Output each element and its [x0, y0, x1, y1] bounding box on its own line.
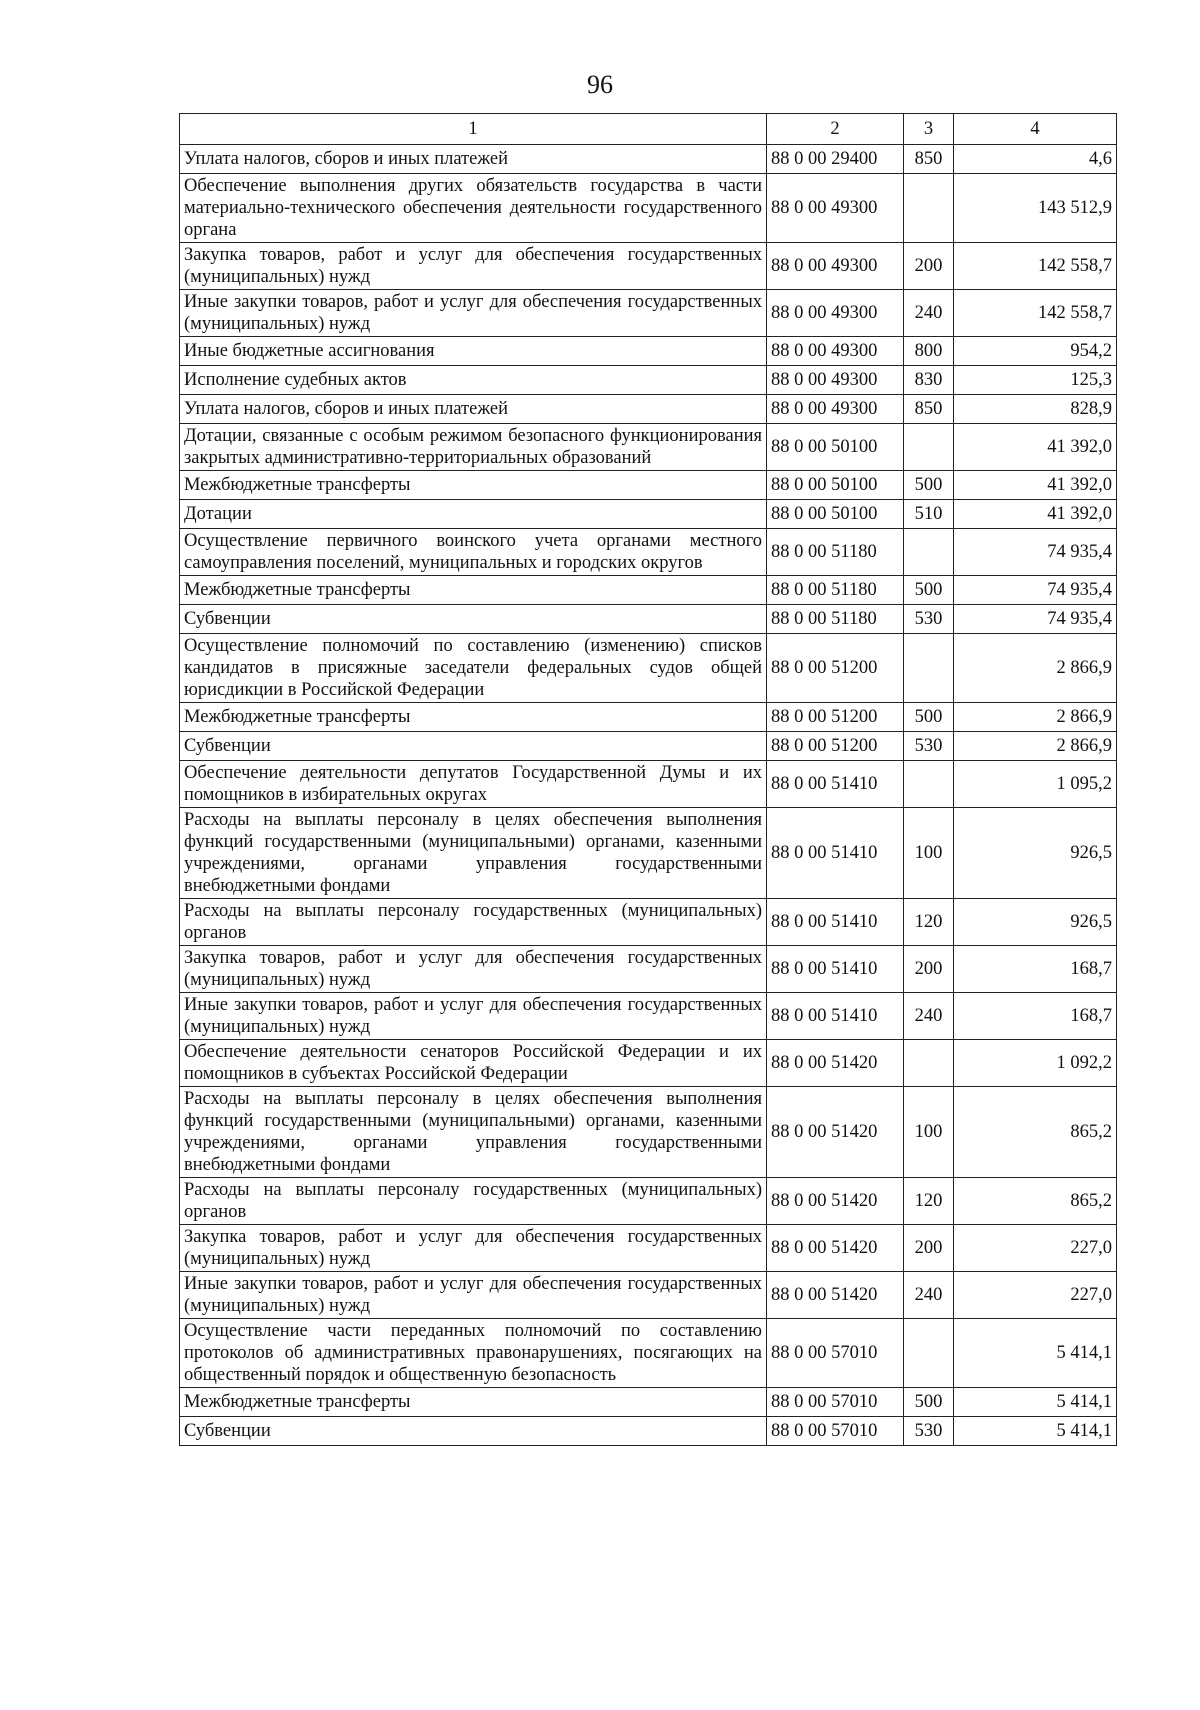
- header-col-3: 3: [904, 114, 954, 145]
- row-amount: 1 092,2: [954, 1040, 1117, 1087]
- header-col-4: 4: [954, 114, 1117, 145]
- table-row: [180, 1178, 1117, 1225]
- row-expense-type: [904, 424, 954, 471]
- row-amount: 5 414,1: [954, 1417, 1117, 1446]
- row-code: 88 0 00 29400: [767, 145, 904, 174]
- row-expense-type: 850: [904, 145, 954, 174]
- row-name: Межбюджетные трансферты: [180, 1388, 767, 1417]
- table-row: [180, 290, 1117, 337]
- row-code: 88 0 00 51180: [767, 576, 904, 605]
- row-name: Расходы на выплаты персоналу в целях обеспечения выполнения функций государственными (муниципальными) органами, казенными учреждениями, органами управления государственными внебюджетными фондами: [180, 808, 767, 899]
- row-expense-type: [904, 174, 954, 243]
- table-row: [180, 703, 1117, 732]
- row-expense-type: 510: [904, 500, 954, 529]
- row-amount: 143 512,9: [954, 174, 1117, 243]
- row-code: 88 0 00 50100: [767, 471, 904, 500]
- row-expense-type: 120: [904, 899, 954, 946]
- row-code: 88 0 00 49300: [767, 290, 904, 337]
- row-expense-type: 530: [904, 605, 954, 634]
- table-row: [180, 808, 1117, 899]
- table-row: [180, 1319, 1117, 1388]
- row-name: Иные закупки товаров, работ и услуг для обеспечения государственных (муниципальных) нужд: [180, 1272, 767, 1319]
- row-code: 88 0 00 57010: [767, 1388, 904, 1417]
- row-name: Закупка товаров, работ и услуг для обеспечения государственных (муниципальных) нужд: [180, 946, 767, 993]
- row-code: 88 0 00 57010: [767, 1417, 904, 1446]
- row-code: 88 0 00 49300: [767, 395, 904, 424]
- row-code: 88 0 00 49300: [767, 243, 904, 290]
- row-code: 88 0 00 51410: [767, 808, 904, 899]
- row-amount: 4,6: [954, 145, 1117, 174]
- row-name: Субвенции: [180, 732, 767, 761]
- row-amount: 74 935,4: [954, 576, 1117, 605]
- row-expense-type: 500: [904, 471, 954, 500]
- row-code: 88 0 00 51420: [767, 1272, 904, 1319]
- row-expense-type: [904, 1319, 954, 1388]
- table-row: [180, 732, 1117, 761]
- row-expense-type: 850: [904, 395, 954, 424]
- row-code: 88 0 00 51200: [767, 703, 904, 732]
- row-amount: 41 392,0: [954, 424, 1117, 471]
- table-row: [180, 634, 1117, 703]
- row-amount: 168,7: [954, 993, 1117, 1040]
- row-code: 88 0 00 57010: [767, 1319, 904, 1388]
- row-amount: 828,9: [954, 395, 1117, 424]
- row-name: Осуществление первичного воинского учета органами местного самоуправления поселений, муниципальных и городских округов: [180, 529, 767, 576]
- row-expense-type: 100: [904, 808, 954, 899]
- row-name: Межбюджетные трансферты: [180, 471, 767, 500]
- table-row: [180, 424, 1117, 471]
- row-expense-type: [904, 634, 954, 703]
- row-name: Обеспечение деятельности сенаторов Российской Федерации и их помощников в субъектах Российской Федерации: [180, 1040, 767, 1087]
- row-name: Исполнение судебных актов: [180, 366, 767, 395]
- row-name: Субвенции: [180, 1417, 767, 1446]
- table-row: [180, 145, 1117, 174]
- row-code: 88 0 00 50100: [767, 424, 904, 471]
- row-code: 88 0 00 51410: [767, 993, 904, 1040]
- row-code: 88 0 00 51420: [767, 1040, 904, 1087]
- table-row: [180, 605, 1117, 634]
- row-expense-type: 100: [904, 1087, 954, 1178]
- table-row: [180, 366, 1117, 395]
- table-row: [180, 993, 1117, 1040]
- row-amount: 41 392,0: [954, 471, 1117, 500]
- row-amount: 2 866,9: [954, 634, 1117, 703]
- row-amount: 2 866,9: [954, 703, 1117, 732]
- row-amount: 865,2: [954, 1178, 1117, 1225]
- row-expense-type: 500: [904, 576, 954, 605]
- row-name: Уплата налогов, сборов и иных платежей: [180, 145, 767, 174]
- row-expense-type: 200: [904, 243, 954, 290]
- row-amount: 142 558,7: [954, 243, 1117, 290]
- row-code: 88 0 00 51200: [767, 732, 904, 761]
- row-name: Межбюджетные трансферты: [180, 576, 767, 605]
- table-row: [180, 337, 1117, 366]
- table-row: [180, 174, 1117, 243]
- table-row: [180, 500, 1117, 529]
- row-name: Осуществление полномочий по составлению (изменению) списков кандидатов в присяжные заседатели федеральных судов общей юрисдикции в Российской Федерации: [180, 634, 767, 703]
- row-amount: 926,5: [954, 808, 1117, 899]
- row-name: Субвенции: [180, 605, 767, 634]
- table-row: [180, 946, 1117, 993]
- row-expense-type: 530: [904, 1417, 954, 1446]
- table-row: [180, 1272, 1117, 1319]
- row-amount: 954,2: [954, 337, 1117, 366]
- row-code: 88 0 00 51410: [767, 946, 904, 993]
- row-amount: 168,7: [954, 946, 1117, 993]
- table-row: [180, 899, 1117, 946]
- row-expense-type: 200: [904, 1225, 954, 1272]
- row-code: 88 0 00 49300: [767, 174, 904, 243]
- row-amount: 142 558,7: [954, 290, 1117, 337]
- row-amount: 926,5: [954, 899, 1117, 946]
- row-amount: 227,0: [954, 1272, 1117, 1319]
- row-amount: 2 866,9: [954, 732, 1117, 761]
- row-amount: 865,2: [954, 1087, 1117, 1178]
- table-body: [180, 145, 1117, 1446]
- row-expense-type: 240: [904, 1272, 954, 1319]
- row-code: 88 0 00 49300: [767, 337, 904, 366]
- header-row: [180, 114, 1117, 145]
- row-expense-type: [904, 761, 954, 808]
- page-number: 96: [587, 70, 613, 99]
- row-code: 88 0 00 51420: [767, 1178, 904, 1225]
- row-amount: 41 392,0: [954, 500, 1117, 529]
- row-code: 88 0 00 51410: [767, 899, 904, 946]
- row-expense-type: 120: [904, 1178, 954, 1225]
- row-amount: 5 414,1: [954, 1319, 1117, 1388]
- row-amount: 74 935,4: [954, 529, 1117, 576]
- table-row: [180, 243, 1117, 290]
- table-row: [180, 529, 1117, 576]
- budget-table: [179, 113, 1117, 1446]
- row-amount: 125,3: [954, 366, 1117, 395]
- row-expense-type: 240: [904, 290, 954, 337]
- table-row: [180, 1225, 1117, 1272]
- row-amount: 5 414,1: [954, 1388, 1117, 1417]
- row-name: Иные закупки товаров, работ и услуг для обеспечения государственных (муниципальных) нужд: [180, 993, 767, 1040]
- table-row: [180, 1417, 1117, 1446]
- row-expense-type: 500: [904, 703, 954, 732]
- row-amount: 227,0: [954, 1225, 1117, 1272]
- row-expense-type: [904, 1040, 954, 1087]
- row-code: 88 0 00 51420: [767, 1225, 904, 1272]
- row-expense-type: 500: [904, 1388, 954, 1417]
- table-row: [180, 1388, 1117, 1417]
- row-name: Расходы на выплаты персоналу государственных (муниципальных) органов: [180, 899, 767, 946]
- row-name: Дотации: [180, 500, 767, 529]
- row-code: 88 0 00 50100: [767, 500, 904, 529]
- row-name: Расходы на выплаты персоналу государственных (муниципальных) органов: [180, 1178, 767, 1225]
- table-row: [180, 395, 1117, 424]
- row-expense-type: [904, 529, 954, 576]
- row-code: 88 0 00 51410: [767, 761, 904, 808]
- row-expense-type: 530: [904, 732, 954, 761]
- row-code: 88 0 00 51200: [767, 634, 904, 703]
- row-name: Расходы на выплаты персоналу в целях обеспечения выполнения функций государственными (муниципальными) органами, казенными учреждениями, органами управления государственными внебюджетными фондами: [180, 1087, 767, 1178]
- table-row: [180, 1087, 1117, 1178]
- row-name: Иные бюджетные ассигнования: [180, 337, 767, 366]
- row-name: Иные закупки товаров, работ и услуг для обеспечения государственных (муниципальных) нужд: [180, 290, 767, 337]
- row-amount: 1 095,2: [954, 761, 1117, 808]
- row-code: 88 0 00 51180: [767, 605, 904, 634]
- row-name: Уплата налогов, сборов и иных платежей: [180, 395, 767, 424]
- header-col-2: 2: [767, 114, 904, 145]
- row-name: Дотации, связанные с особым режимом безопасного функционирования закрытых административно-территориальных образований: [180, 424, 767, 471]
- row-expense-type: 240: [904, 993, 954, 1040]
- row-code: 88 0 00 49300: [767, 366, 904, 395]
- table-row: [180, 761, 1117, 808]
- row-code: 88 0 00 51420: [767, 1087, 904, 1178]
- header-col-1: 1: [180, 114, 767, 145]
- row-name: Осуществление части переданных полномочий по составлению протоколов об административных правонарушениях, посягающих на общественный порядок и общественную безопасность: [180, 1319, 767, 1388]
- row-name: Обеспечение деятельности депутатов Государственной Думы и их помощников в избирательных округах: [180, 761, 767, 808]
- row-name: Межбюджетные трансферты: [180, 703, 767, 732]
- table-row: [180, 576, 1117, 605]
- row-amount: 74 935,4: [954, 605, 1117, 634]
- row-expense-type: 830: [904, 366, 954, 395]
- row-code: 88 0 00 51180: [767, 529, 904, 576]
- row-name: Обеспечение выполнения других обязательств государства в части материально-технического обеспечения деятельности государственного органа: [180, 174, 767, 243]
- row-expense-type: 200: [904, 946, 954, 993]
- row-name: Закупка товаров, работ и услуг для обеспечения государственных (муниципальных) нужд: [180, 243, 767, 290]
- row-name: Закупка товаров, работ и услуг для обеспечения государственных (муниципальных) нужд: [180, 1225, 767, 1272]
- table-row: [180, 1040, 1117, 1087]
- row-expense-type: 800: [904, 337, 954, 366]
- table-row: [180, 471, 1117, 500]
